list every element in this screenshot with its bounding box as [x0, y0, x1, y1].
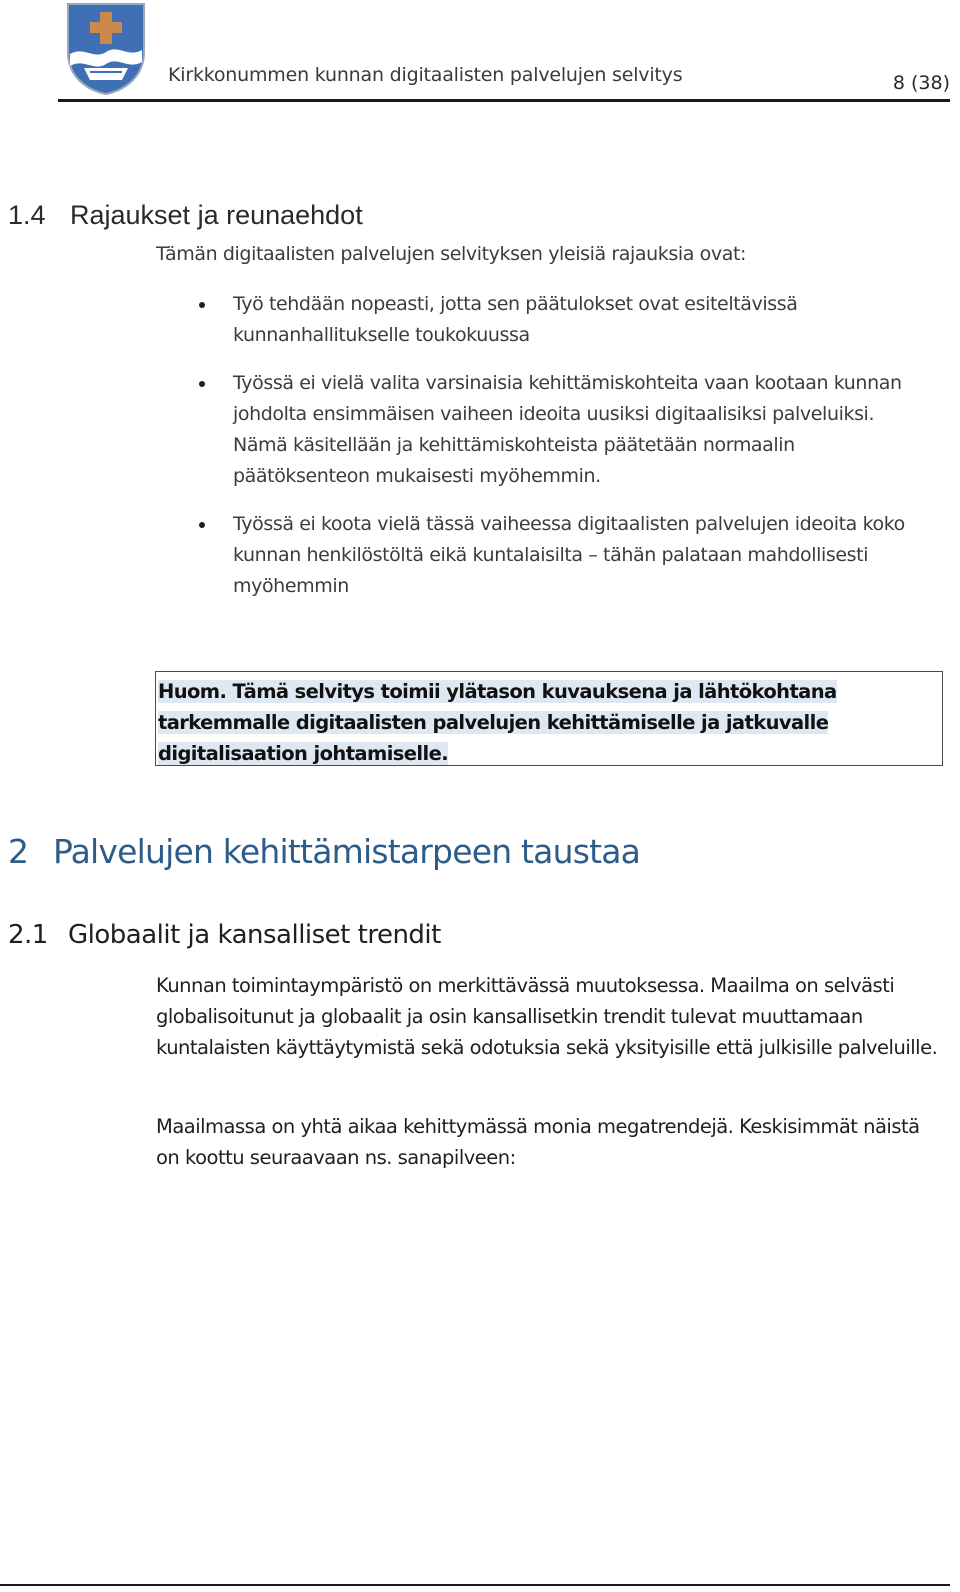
header-divider [58, 99, 950, 102]
paragraph: Kunnan toimintaympäristö on merkittävässä muutoksessa. Maailma on selvästi globalisoitunut ja globaalit ja osin kansallisetkin trendit tulevat muuttamaan kuntalaisten käyttäytymistä sekä odotuksia sekä yksityisille että julkisille palveluille. [156, 974, 938, 1059]
list-item [233, 368, 933, 492]
section-title: Globaalit ja kansalliset trendit [68, 920, 441, 950]
bullet-icon [199, 302, 205, 308]
list-item-text: Työssä ei vielä valita varsinaisia kehittämiskohteita vaan kootaan kunnan johdolta ensimmäisen vaiheen ideoita uusiksi digitaalisiksi palveluiksi. Nämä käsitellään ja kehittämiskohteista päätetään normaalin päätöksenteon mukaisesti myöhemmin. [233, 372, 902, 487]
section-title: Rajaukset ja reunaehdot [70, 200, 363, 230]
limitations-list [233, 289, 933, 619]
section-intro: Tämän digitaalisten palvelujen selvityksen yleisiä rajauksia ovat: [156, 243, 746, 265]
list-item-text: Työ tehdään nopeasti, jotta sen päätulokset ovat esiteltävissä kunnanhallitukselle toukokuussa [233, 293, 798, 346]
footer-divider [0, 1584, 950, 1586]
paragraph: Maailmassa on yhtä aikaa kehittymässä monia megatrendejä. Keskisimmät näistä on koottu seuraavaan ns. sanapilveen: [156, 1115, 920, 1169]
list-item [233, 509, 933, 602]
section-heading-1-4 [8, 200, 363, 231]
list-item-text: Työssä ei koota vielä tässä vaiheessa digitaalisten palvelujen ideoita koko kunnan henkilöstöltä eikä kuntalaisilta – tähän palataan mahdollisesti myöhemmin [233, 513, 905, 597]
chapter-number: 2 [8, 832, 29, 871]
page-number: 8 (38) [892, 72, 950, 94]
municipal-coat-of-arms-icon [66, 2, 146, 96]
section-number: 2.1 [8, 920, 48, 950]
bullet-icon [199, 522, 205, 528]
list-item [233, 289, 933, 351]
note-highlighted-text: Huom. Tämä selvitys toimii ylätason kuvauksena ja lähtökohtana tarkemmalle digitaalisten palvelujen kehittämiselle ja jatkuvalle digitalisaation johtamiselle. [158, 680, 837, 765]
chapter-title: Palvelujen kehittämistarpeen taustaa [53, 832, 641, 871]
chapter-heading-2 [8, 832, 640, 871]
section-heading-2-1 [8, 920, 441, 950]
document-title: Kirkkonummen kunnan digitaalisten palvelujen selvitys [168, 64, 683, 86]
note-box [155, 671, 943, 766]
section-number: 1.4 [8, 200, 46, 230]
note-text [158, 676, 942, 769]
bullet-icon [199, 381, 205, 387]
